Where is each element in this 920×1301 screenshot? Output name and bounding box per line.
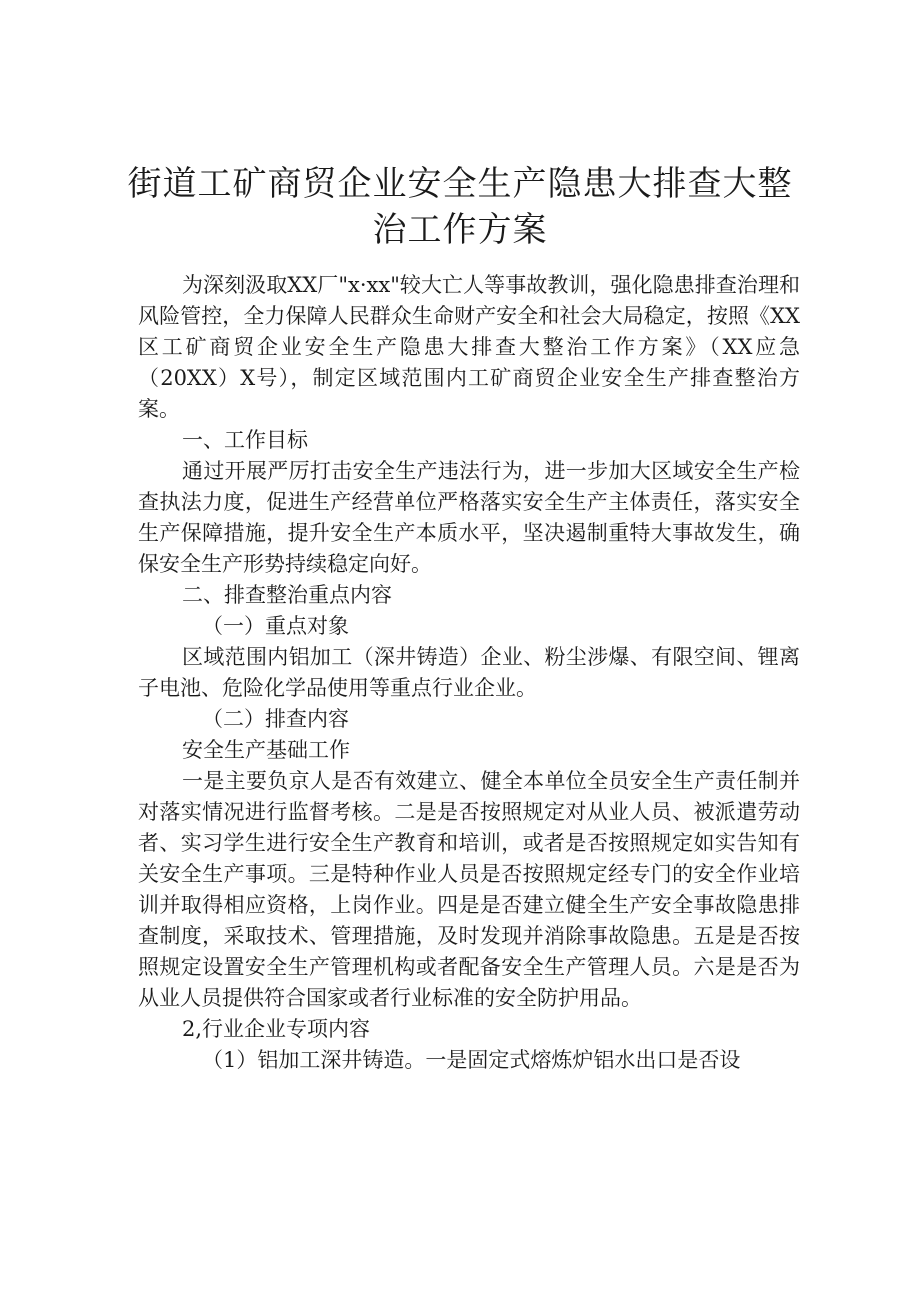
document-title-line-1: 街道工矿商贸企业安全生产隐患大排查大整: [127, 164, 793, 204]
document-body: [138, 270, 800, 1076]
subheading-safety-basics: 安全生产基础工作: [182, 738, 350, 762]
subheading-inspection-content: （二）排查内容: [202, 707, 349, 731]
section-heading-goals: 一、工作目标: [182, 428, 308, 452]
subheading-key-targets: （一）重点对象: [202, 614, 349, 638]
section-heading-key-content: 二、排查整治重点内容: [182, 583, 392, 607]
goals-paragraph: 通过开展严厉打击安全生产违法行为，进一步加大区域安全生产检查执法力度，促进生产经营单位严格落实安全生产主体责任，落实安全生产保障措施，提升安全生产本质水平，坚决遏制重特大事故发生，确保安全生产形势持续稳定向好。: [138, 459, 800, 576]
document-title-line-2: 治工作方案: [372, 210, 548, 250]
subheading-industry-specific: 2,行业企业专项内容: [182, 1017, 371, 1041]
intro-paragraph: 为深刻汲取XX厂"x·xx"较大亡人等事故教训，强化隐患排查治理和风险管控，全力保障人民群众生命财产安全和社会大局稳定，按照《XX区工矿商贸企业安全生产隐患大排查大整治工作方案》（XX应急（20XX）X号），制定区域范围内工矿商贸企业安全生产排查整治方案。: [138, 273, 800, 421]
safety-basics-paragraph: 一是主要负京人是否有效建立、健全本单位全员安全生产责任制并对落实情况进行监督考核。二是是否按照规定对从业人员、被派遣劳动者、实习学生进行安全生产教育和培训，或者是否按照规定如实告知有关安全生产事项。三是特种作业人员是否按照规定经专门的安全作业培训并取得相应资格，上岗作业。四是是否建立健全生产安全事故隐患排查制度，采取技术、管理措施，及时发现并消除事故隐患。五是是否按照规定设置安全生产管理机构或者配备安全生产管理人员。六是是否为从业人员提供符合国家或者行业标准的安全防护用品。: [138, 769, 800, 1010]
key-targets-paragraph: 区域范围内铝加工（深井铸造）企业、粉尘涉爆、有限空间、锂离子电池、危险化学品使用等重点行业企业。: [138, 645, 800, 700]
aluminum-casting-paragraph: （1）铝加工深井铸造。一是固定式熔炼炉铝水出口是否设: [202, 1048, 741, 1072]
